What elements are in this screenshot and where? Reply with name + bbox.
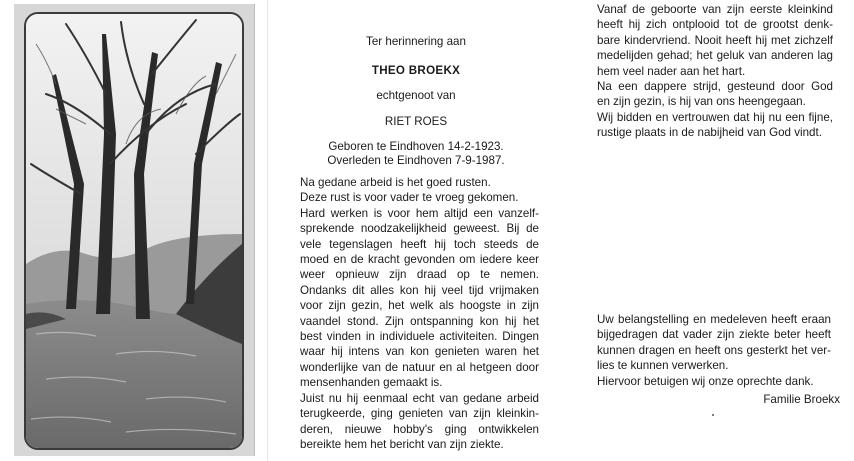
text-line: Vanaf de geboorte van zijn eerste kleinkind <box>597 3 833 16</box>
text-line: best vinden in individuele activiteiten. Dingen <box>300 330 539 344</box>
text-line: bereikte hem het bericht van zijn ziekte. <box>300 437 504 451</box>
text-line: en zijn gezin, is hij van ons heengegaan. <box>597 95 806 109</box>
text-line: Uw belangstelling en medeleven heeft eraan <box>597 313 831 326</box>
tribute-text <box>300 175 539 452</box>
text-line: bare kindervriend. Nooit heeft hij met zichzelf <box>597 33 833 47</box>
thanks-text <box>597 312 831 389</box>
text-line: terugkeerde, ging genieten van zijn kleinkin- <box>300 407 539 421</box>
signature: Familie Broekx <box>763 393 840 406</box>
text-line: deren, nieuwe hobby's ging ontwikkelen <box>300 422 539 436</box>
trees-river-photo-icon <box>26 14 242 448</box>
text-line: weer opnieuw zijn draad op te nemen. <box>300 268 539 282</box>
text-line: Deze rust is voor vader te vroeg gekomen. <box>300 191 519 205</box>
photo-panel <box>14 4 255 456</box>
death-line: Overleden te Eindhoven 7-9-1987. <box>327 154 505 167</box>
text-line: Hiervoor betuigen wij onze oprechte dank. <box>597 374 814 388</box>
text-line: sprekende noodzakelijkheid geweest. Bij de <box>300 222 539 236</box>
text-line: vaandel stond. Zijn ontspanning kon hij het <box>300 314 539 328</box>
text-line: vele tegenslagen heeft hij toch steeds de <box>300 237 539 251</box>
text-line: lies te kunnen verwerken. <box>597 359 729 373</box>
text-line: Hard werken is voor hem altijd een vanzelf- <box>300 206 539 220</box>
spouse-name: RIET ROES <box>384 115 448 128</box>
spouse-intro: echtgenoot van <box>376 89 456 102</box>
text-line: Juist nu hij eenmaal echt van gedane arbeid <box>300 391 539 405</box>
text-line: hem veel nader aan het hart. <box>597 64 746 78</box>
text-line: medelijden gehad; het geluk van anderen lag <box>597 49 833 63</box>
tribute-text-right <box>597 2 833 141</box>
text-line: Na gedane arbeid is het goed rusten. <box>300 176 491 189</box>
text-line: moed en de kracht gevonden om iedere keer <box>300 253 539 267</box>
text-line: kunnen dragen en heeft ons gesterkt het ver- <box>597 343 831 357</box>
memorial-photo <box>24 12 244 450</box>
text-line: heeft hij zich ontplooid tot de grootst denk- <box>597 18 833 32</box>
text-line: bijgedragen dat vader zijn ziekte beter heeft <box>597 328 831 342</box>
text-line: Ondanks dit alles kon hij veel tijd vrijmaken <box>300 283 539 297</box>
memory-line: Ter herinnering aan <box>366 35 466 48</box>
text-line: wonderlijke van de natuur en al hetgeen door <box>300 360 539 374</box>
deceased-name: THEO BROEKX <box>371 64 461 77</box>
text-line: Na een dappere strijd, gesteund door God <box>597 80 833 94</box>
fold-line <box>267 0 268 461</box>
text-line: Wij bidden en vertrouwen dat hij nu een fijne, <box>597 110 833 124</box>
text-line: voor zijn gezin, het welk als hoogste in zijn <box>300 299 539 313</box>
text-line: mensenhanden gemaakt is. <box>300 376 443 390</box>
birth-line: Geboren te Eindhoven 14-2-1923. <box>328 140 504 153</box>
text-line: rustige plaats in de nabijheid van God vindt. <box>597 126 822 140</box>
speck <box>712 414 714 416</box>
text-line: waar hij intens van kon genieten waren het <box>300 345 539 359</box>
